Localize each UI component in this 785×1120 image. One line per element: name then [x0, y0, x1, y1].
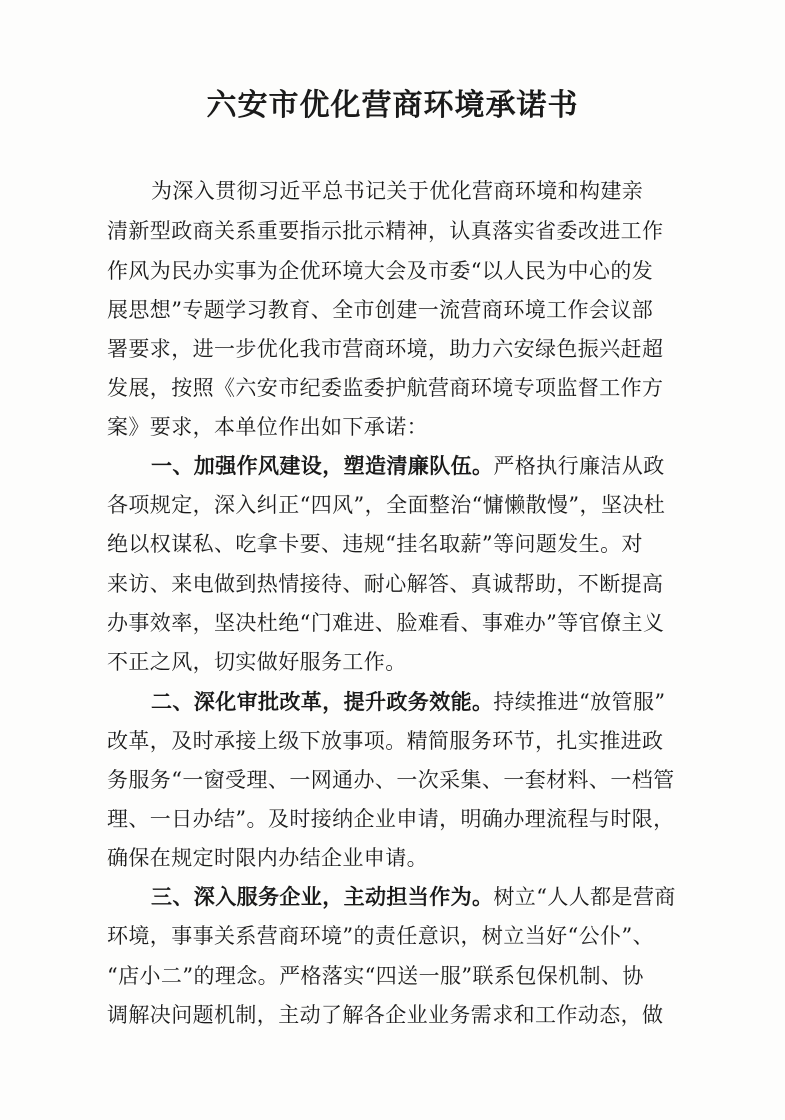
paragraph-line: 理、一日办结”。及时接纳企业申请，明确办理流程与时限， [107, 807, 675, 831]
section-first-line [151, 451, 665, 481]
section-text: 树立“人人都是营商 [493, 885, 676, 909]
paragraph-line: 不正之风，切实做好服务工作。 [107, 650, 407, 674]
document-title: 六安市优化营商环境承诺书 [206, 88, 579, 123]
section-first-line [151, 882, 676, 912]
section-heading: 一、加强作风建设，塑造清廉队伍。 [151, 453, 494, 478]
paragraph-line: 调解决问题机制，主动了解各企业业务需求和工作动态，做 [107, 1003, 664, 1027]
paragraph-line: 环境，事事关系营商环境”的责任意识，树立当好“公仆”、 [107, 924, 655, 948]
section-heading: 二、深化审批改革，提升政务效能。 [151, 689, 494, 714]
paragraph-line: 确保在规定时限内办结企业申请。 [107, 846, 428, 870]
paragraph-line: 作风为民办实事为企优环境大会及市委“以人民为中心的发 [107, 259, 654, 283]
paragraph-line: 绝以权谋私、吃拿卡要、违规“挂名取薪”等问题发生。对 [107, 532, 643, 556]
paragraph-line: 案》要求，本单位作出如下承诺： [107, 415, 428, 439]
paragraph-line: 展思想”专题学习教育、全市创建一流营商环境工作会议部 [107, 298, 654, 322]
paragraph-line: “店小二”的理念。严格落实“四送一服”联系包保机制、协 [107, 964, 644, 988]
paragraph-line: 为深入贯彻习近平总书记关于优化营商环境和构建亲 [151, 179, 644, 203]
paragraph-line: 来访、来电做到热情接待、耐心解答、真诚帮助，不断提高 [107, 572, 664, 596]
paragraph-line: 办事效率，坚决杜绝“门难进、脸难看、事难办”等官僚主义 [107, 611, 665, 635]
paragraph-line: 清新型政商关系重要指示批示精神，认真落实省委改进工作 [107, 219, 664, 243]
section-first-line [151, 687, 665, 717]
paragraph-line: 各项规定，深入纠正“四风”，全面整治“慵懒散慢”，坚决杜 [107, 493, 666, 517]
paragraph-line: 署要求，进一步优化我市营商环境，助力六安绿色振兴赶超 [107, 337, 664, 361]
section-text: 严格执行廉洁从政 [493, 454, 665, 478]
paragraph-line: 改革，及时承接上级下放事项。精简服务环节，扎实推进政 [107, 729, 664, 753]
paragraph-line: 务服务“一窗受理、一网通办、一次采集、一套材料、一档管 [107, 768, 675, 792]
section-heading: 三、深入服务企业，主动担当作为。 [151, 884, 494, 909]
paragraph-line: 发展，按照《六安市纪委监委护航营商环境专项监督工作方 [107, 376, 664, 400]
section-text: 持续推进“放管服” [493, 690, 666, 714]
